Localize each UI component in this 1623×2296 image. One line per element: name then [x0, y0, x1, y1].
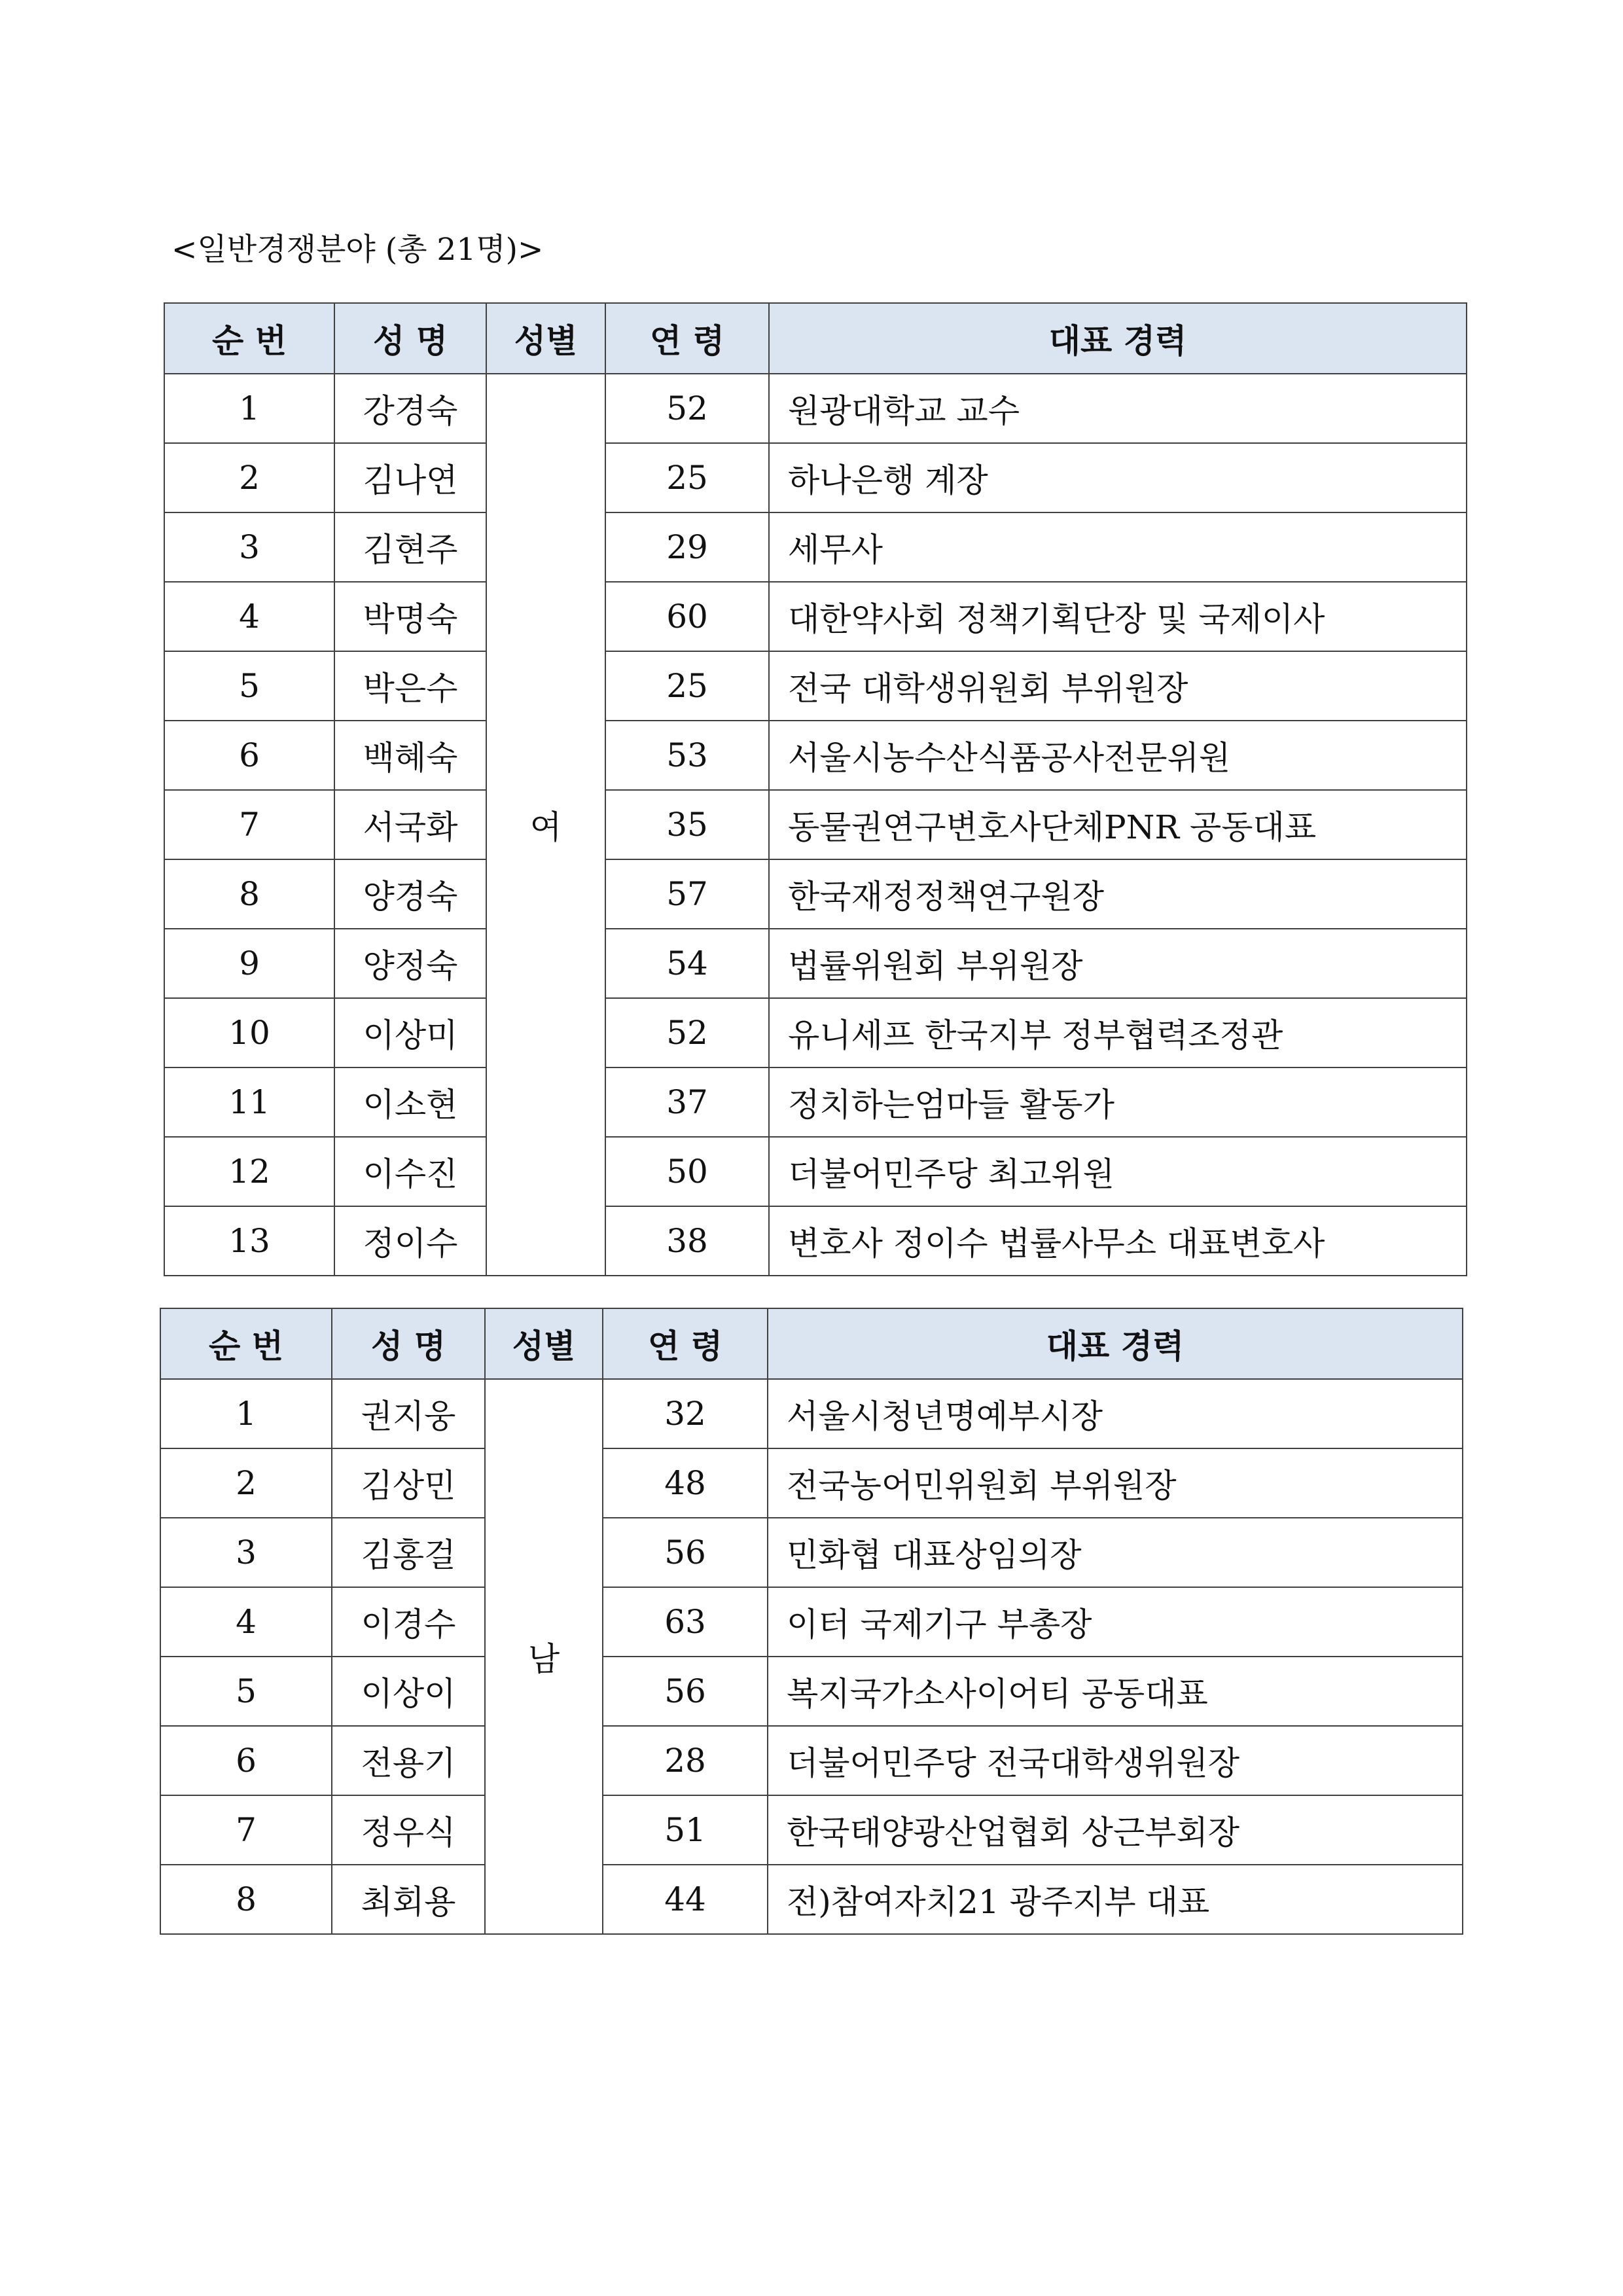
candidate-age: 53	[605, 721, 769, 790]
candidate-name: 박명숙	[334, 582, 486, 651]
candidate-age: 48	[603, 1448, 768, 1518]
candidate-career: 민화협 대표상임의장	[768, 1518, 1463, 1587]
gender-cell: 남	[485, 1379, 603, 1934]
table-row	[160, 1587, 1463, 1657]
candidate-career: 한국태양광산업협회 상근부회장	[768, 1795, 1463, 1865]
table-row	[164, 929, 1467, 998]
female-candidate-table	[164, 302, 1467, 1276]
table-row	[164, 859, 1467, 929]
candidate-career: 변호사 정이수 법률사무소 대표변호사	[769, 1206, 1467, 1276]
row-number: 7	[164, 790, 334, 859]
row-number: 4	[164, 582, 334, 651]
candidate-name: 이수진	[334, 1137, 486, 1206]
row-number: 5	[164, 651, 334, 721]
candidate-age: 25	[605, 651, 769, 721]
header-age: 연 령	[605, 303, 769, 374]
table-row	[164, 790, 1467, 859]
header-name: 성 명	[334, 303, 486, 374]
table-header-row	[164, 303, 1467, 374]
header-age: 연 령	[603, 1308, 768, 1379]
candidate-career: 동물권연구변호사단체PNR 공동대표	[769, 790, 1467, 859]
row-number: 8	[160, 1865, 332, 1934]
table-row	[160, 1657, 1463, 1726]
table-row	[164, 721, 1467, 790]
candidate-name: 이상미	[334, 998, 486, 1067]
candidate-age: 28	[603, 1726, 768, 1795]
table-row	[164, 1137, 1467, 1206]
header-no: 순 번	[164, 303, 334, 374]
header-career: 대표 경력	[768, 1308, 1463, 1379]
row-number: 1	[164, 374, 334, 443]
candidate-career: 이터 국제기구 부총장	[768, 1587, 1463, 1657]
table-row	[160, 1379, 1463, 1448]
candidate-career: 법률위원회 부위원장	[769, 929, 1467, 998]
candidate-name: 이경수	[332, 1587, 485, 1657]
candidate-career: 더불어민주당 최고위원	[769, 1137, 1467, 1206]
candidate-career: 복지국가소사이어티 공동대표	[768, 1657, 1463, 1726]
candidate-name: 전용기	[332, 1726, 485, 1795]
row-number: 6	[164, 721, 334, 790]
row-number: 2	[164, 443, 334, 512]
candidate-age: 29	[605, 512, 769, 582]
gender-cell: 여	[486, 374, 605, 1276]
table-row	[160, 1726, 1463, 1795]
candidate-career: 정치하는엄마들 활동가	[769, 1067, 1467, 1137]
candidate-career: 더불어민주당 전국대학생위원장	[768, 1726, 1463, 1795]
candidate-name: 김홍걸	[332, 1518, 485, 1587]
candidate-age: 50	[605, 1137, 769, 1206]
row-number: 9	[164, 929, 334, 998]
candidate-name: 박은수	[334, 651, 486, 721]
header-gender: 성별	[486, 303, 605, 374]
row-number: 13	[164, 1206, 334, 1276]
candidate-age: 54	[605, 929, 769, 998]
table-row	[164, 374, 1467, 443]
candidate-career: 서울시농수산식품공사전문위원	[769, 721, 1467, 790]
row-number: 6	[160, 1726, 332, 1795]
candidate-career: 유니세프 한국지부 정부협력조정관	[769, 998, 1467, 1067]
candidate-age: 56	[603, 1657, 768, 1726]
candidate-career: 한국재정정책연구원장	[769, 859, 1467, 929]
candidate-name: 양정숙	[334, 929, 486, 998]
candidate-age: 51	[603, 1795, 768, 1865]
row-number: 12	[164, 1137, 334, 1206]
row-number: 3	[164, 512, 334, 582]
candidate-career: 전)참여자치21 광주지부 대표	[768, 1865, 1463, 1934]
table-row	[160, 1795, 1463, 1865]
male-candidate-table	[160, 1308, 1463, 1935]
candidate-career: 원광대학교 교수	[769, 374, 1467, 443]
row-number: 11	[164, 1067, 334, 1137]
table-row	[164, 651, 1467, 721]
candidate-name: 양경숙	[334, 859, 486, 929]
candidate-name: 김상민	[332, 1448, 485, 1518]
table-row	[160, 1518, 1463, 1587]
candidate-career: 세무사	[769, 512, 1467, 582]
candidate-career: 전국농어민위원회 부위원장	[768, 1448, 1463, 1518]
row-number: 4	[160, 1587, 332, 1657]
candidate-name: 백혜숙	[334, 721, 486, 790]
candidate-name: 최회용	[332, 1865, 485, 1934]
table-row	[164, 443, 1467, 512]
candidate-age: 35	[605, 790, 769, 859]
candidate-name: 이상이	[332, 1657, 485, 1726]
row-number: 5	[160, 1657, 332, 1726]
candidate-career: 대한약사회 정책기획단장 및 국제이사	[769, 582, 1467, 651]
header-gender: 성별	[485, 1308, 603, 1379]
candidate-name: 김나연	[334, 443, 486, 512]
table-row	[160, 1865, 1463, 1934]
row-number: 8	[164, 859, 334, 929]
table-row	[164, 582, 1467, 651]
candidate-age: 44	[603, 1865, 768, 1934]
candidate-age: 32	[603, 1379, 768, 1448]
candidate-age: 56	[603, 1518, 768, 1587]
candidate-name: 김현주	[334, 512, 486, 582]
candidate-name: 이소현	[334, 1067, 486, 1137]
candidate-age: 25	[605, 443, 769, 512]
candidate-age: 38	[605, 1206, 769, 1276]
candidate-name: 권지웅	[332, 1379, 485, 1448]
candidate-career: 하나은행 계장	[769, 443, 1467, 512]
candidate-name: 강경숙	[334, 374, 486, 443]
table-row	[164, 1067, 1467, 1137]
table-row	[160, 1448, 1463, 1518]
candidate-age: 57	[605, 859, 769, 929]
table-row	[164, 998, 1467, 1067]
row-number: 3	[160, 1518, 332, 1587]
candidate-age: 37	[605, 1067, 769, 1137]
row-number: 10	[164, 998, 334, 1067]
candidate-age: 63	[603, 1587, 768, 1657]
candidate-career: 전국 대학생위원회 부위원장	[769, 651, 1467, 721]
header-no: 순 번	[160, 1308, 332, 1379]
candidate-name: 정우식	[332, 1795, 485, 1865]
candidate-name: 서국화	[334, 790, 486, 859]
section-title: <일반경쟁분야 (총 21명)>	[171, 232, 544, 268]
row-number: 2	[160, 1448, 332, 1518]
header-name: 성 명	[332, 1308, 485, 1379]
candidate-name: 정이수	[334, 1206, 486, 1276]
row-number: 1	[160, 1379, 332, 1448]
table-header-row	[160, 1308, 1463, 1379]
table-row	[164, 512, 1467, 582]
table-row	[164, 1206, 1467, 1276]
candidate-age: 52	[605, 374, 769, 443]
candidate-age: 52	[605, 998, 769, 1067]
candidate-age: 60	[605, 582, 769, 651]
candidate-career: 서울시청년명예부시장	[768, 1379, 1463, 1448]
row-number: 7	[160, 1795, 332, 1865]
header-career: 대표 경력	[769, 303, 1467, 374]
